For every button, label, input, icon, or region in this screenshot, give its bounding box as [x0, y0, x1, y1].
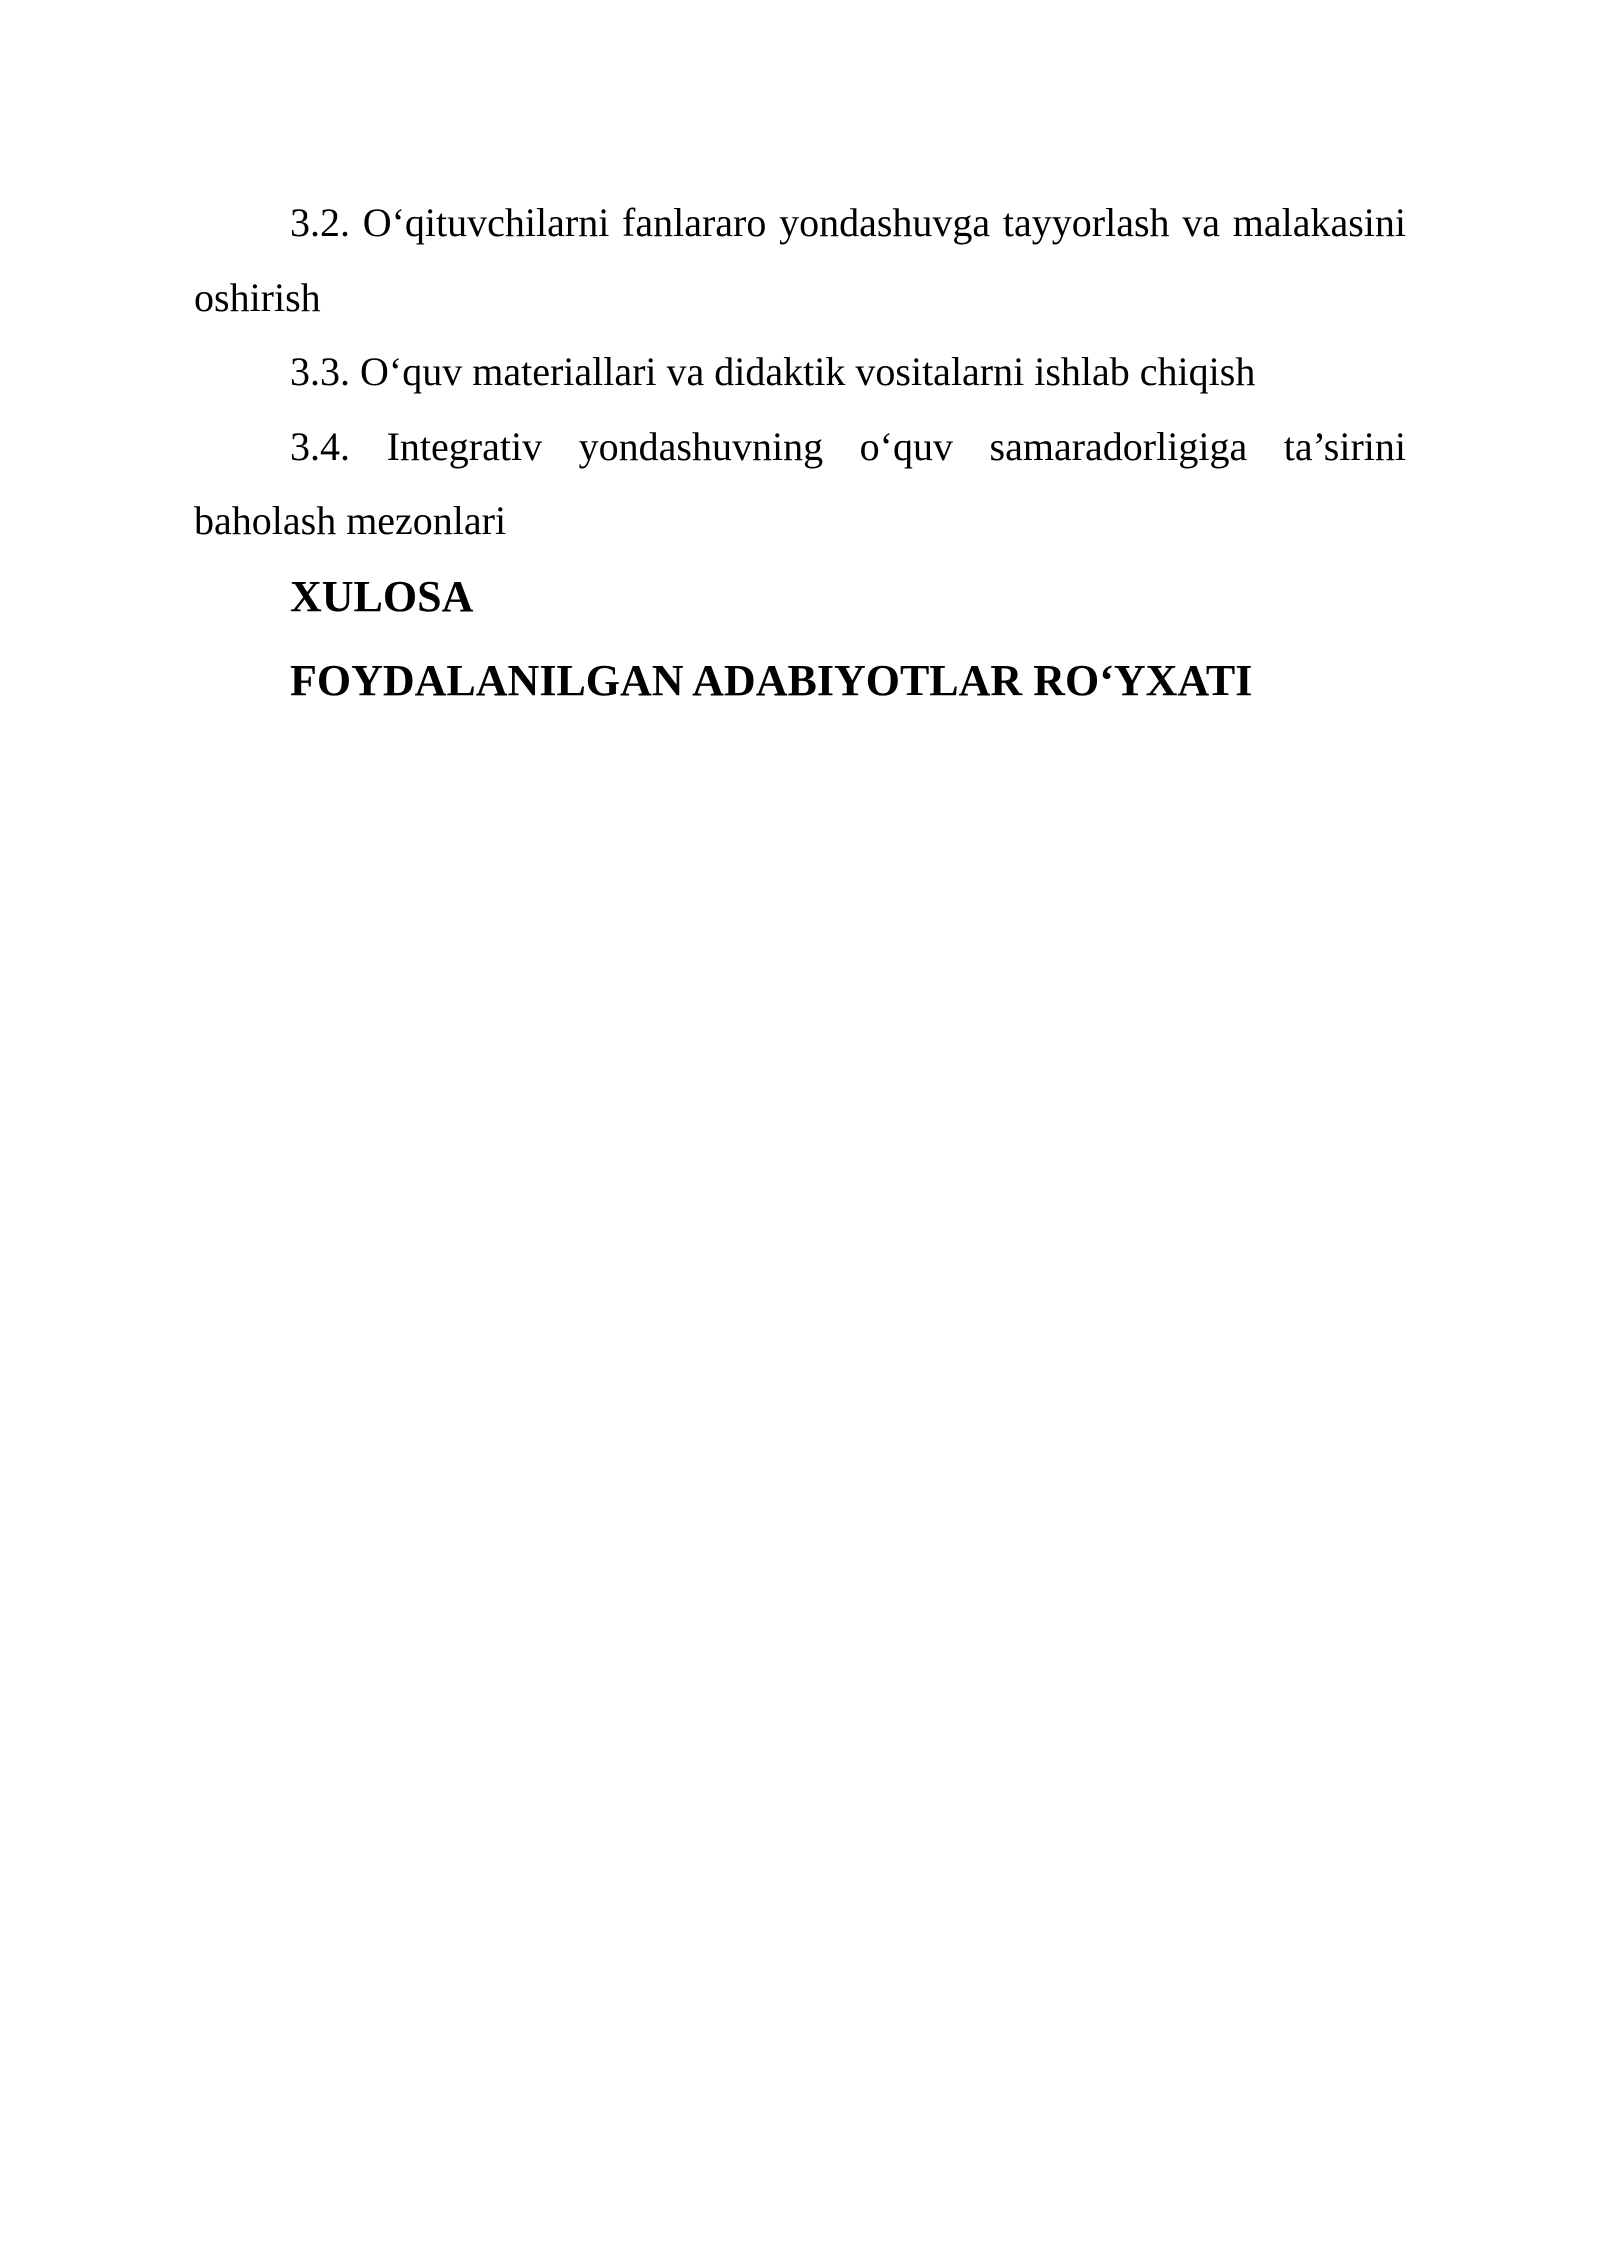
toc-entry-3-4: 3.4. Integrativ yondashuvning o‘quv samaradorligiga ta’sirini baholash mezonlari: [194, 423, 1406, 543]
toc-heading-conclusion: XULOSA: [290, 571, 474, 621]
toc-entry-3-3: 3.3. O‘quv materiallari va didaktik vositalarni ishlab chiqish: [290, 349, 1256, 394]
toc-entry-3-2: 3.2. O‘qituvchilarni fanlararo yondashuvga tayyorlash va malakasini oshirish: [194, 200, 1406, 320]
table-of-contents: [194, 186, 1406, 723]
toc-heading-references: FOYDALANILGAN ADABIYOTLAR RO‘YXATI: [290, 655, 1253, 705]
